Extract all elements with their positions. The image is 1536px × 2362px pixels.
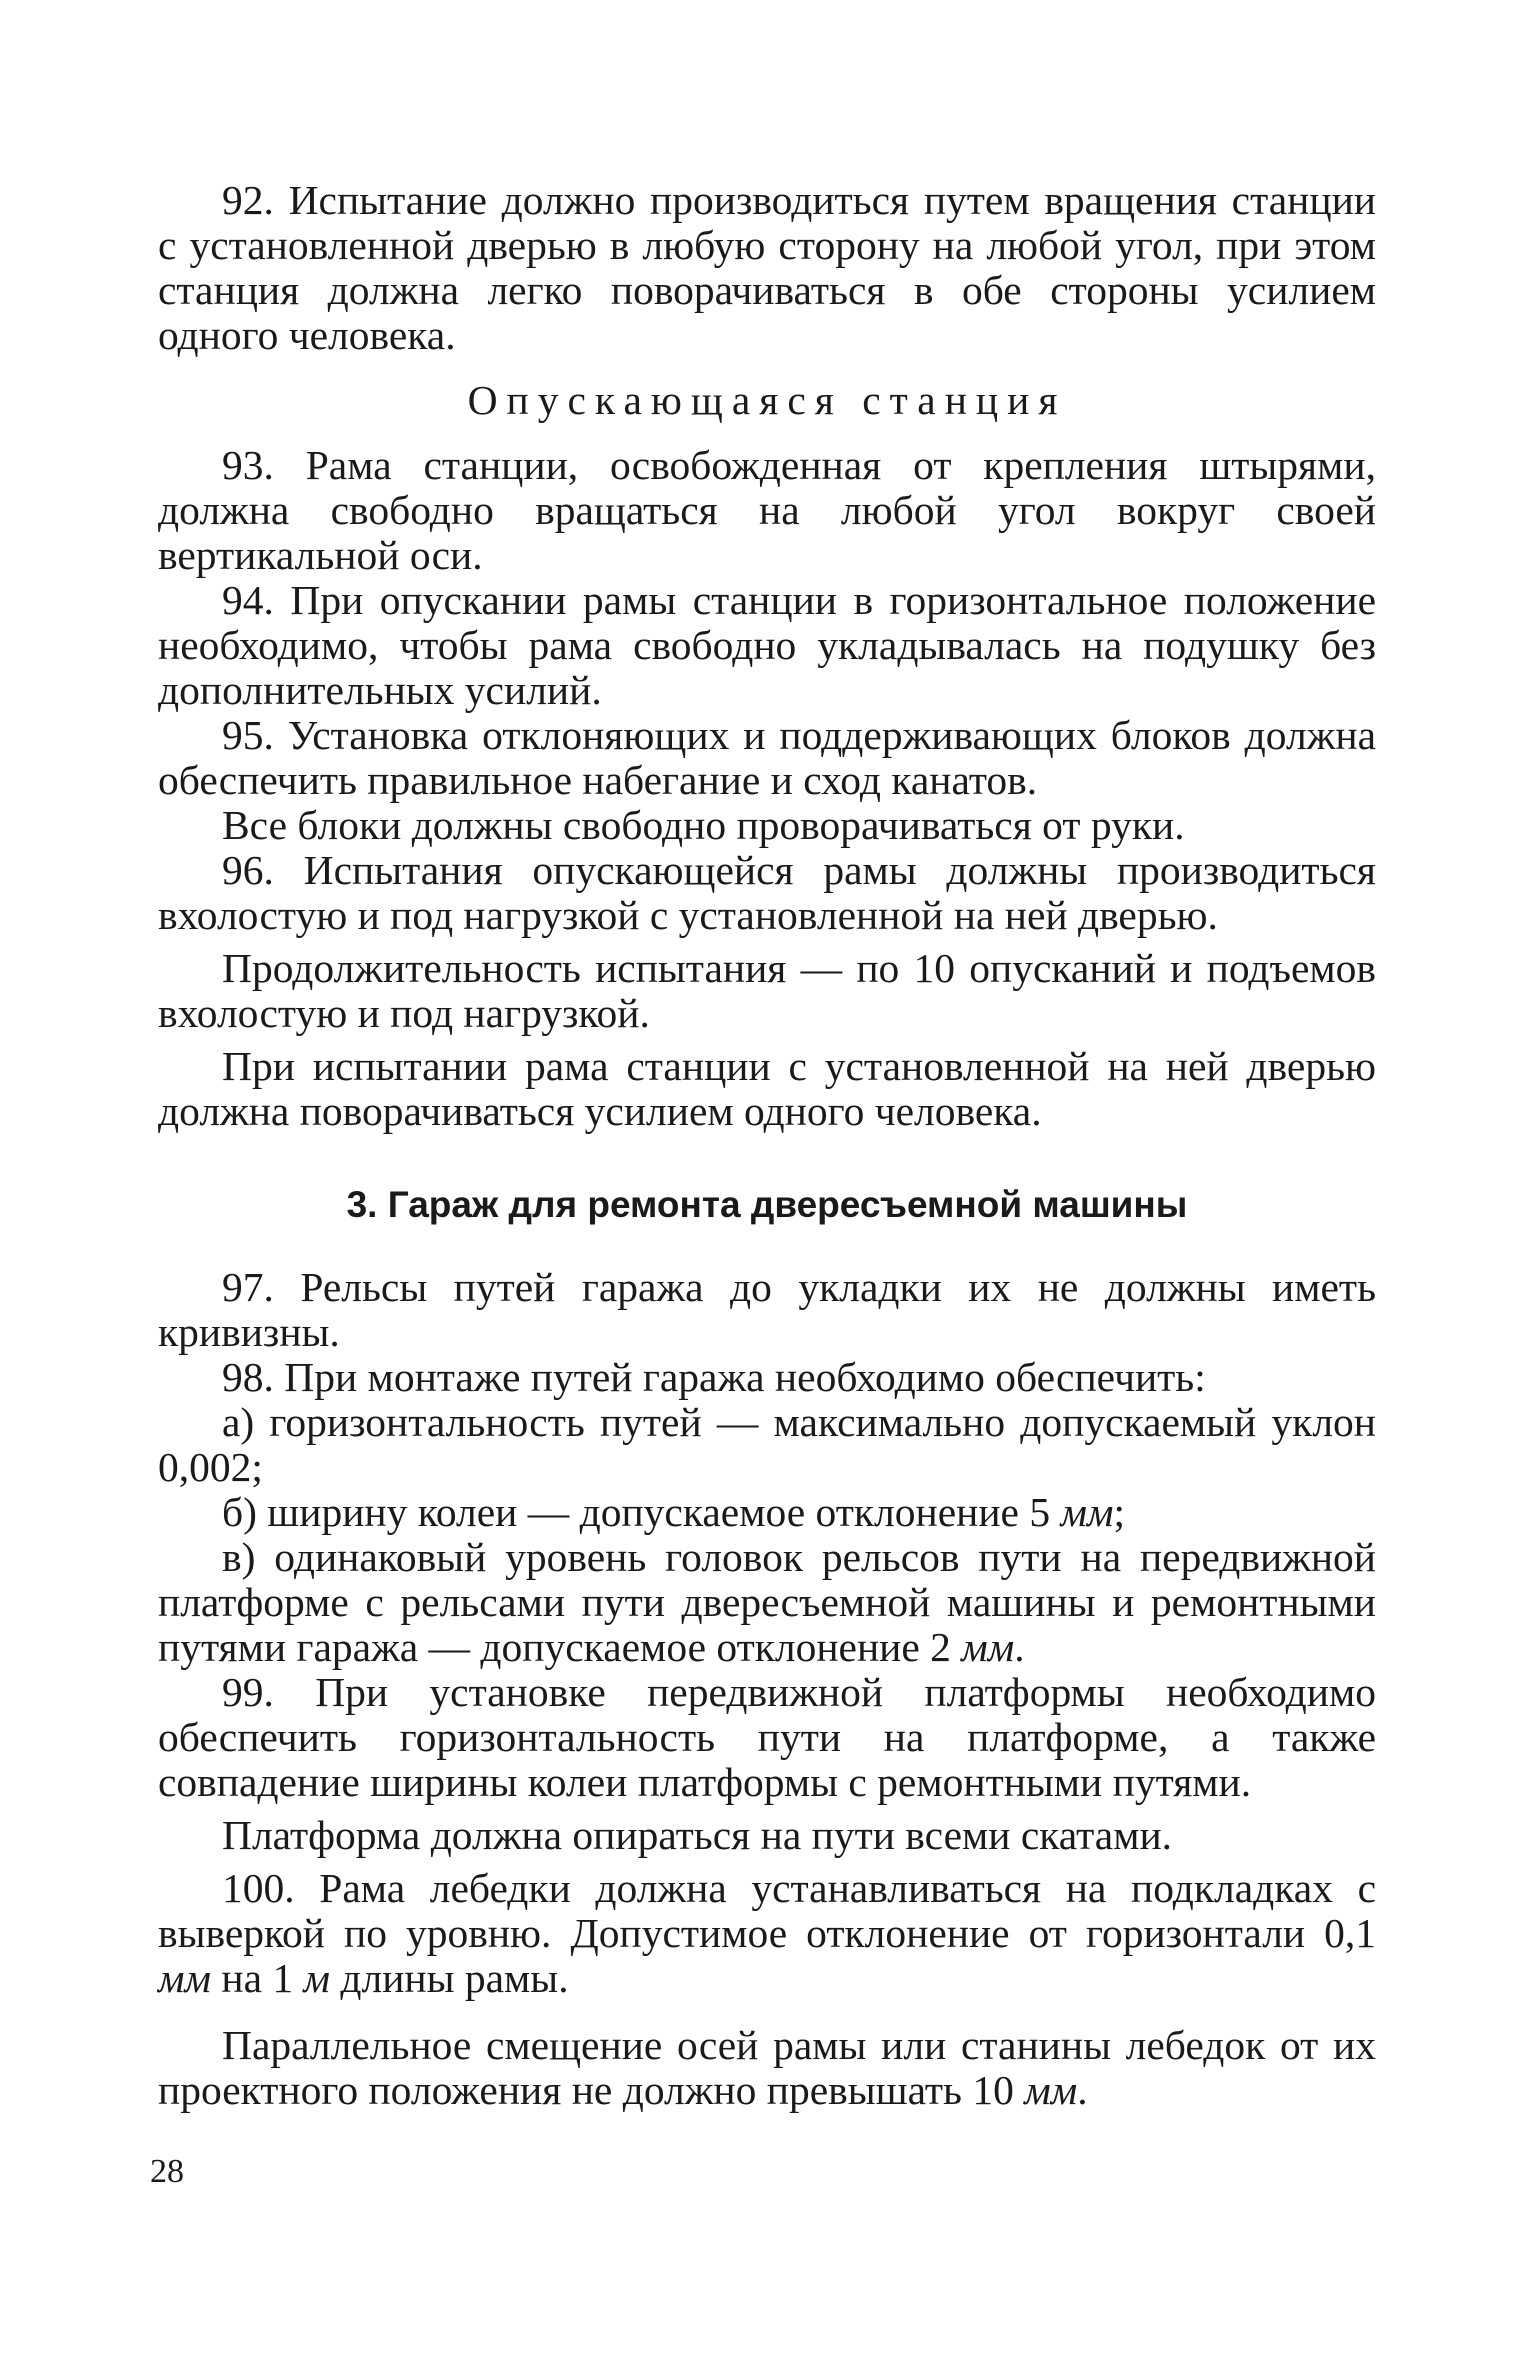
paragraph-98-v-text: в) одинаковый уровень головок рельсов пути на передвижной платформе с рельсами пути двересъемной машины и ремонтными путями гаража — допускаемое отклонение 2 bbox=[158, 1534, 1376, 1670]
paragraph-97: 97. Рельсы путей гаража до укладки их не должны иметь кривизны. bbox=[158, 1264, 1376, 1355]
paragraph-92: 92. Испытание должно производиться путем вращения станции с установленной дверью в любую сторону на любой угол, при этом станция должна легко поворачиваться в обе стороны усилием одного человека. bbox=[158, 177, 1376, 358]
paragraph-98-v-end: . bbox=[1014, 1624, 1025, 1670]
unit-mm: мм bbox=[1024, 2067, 1078, 2113]
page-number: 28 bbox=[150, 2153, 184, 2190]
paragraph-93: 93. Рама станции, освобожденная от крепления штырями, должна свободно вращаться на любой угол вокруг своей вертикальной оси. bbox=[158, 442, 1376, 578]
paragraph-96: 96. Испытания опускающейся рамы должны производиться вхолостую и под нагрузкой с установленной на ней дверью. bbox=[158, 847, 1376, 938]
subheading-lowering-station: Опускающаяся станция bbox=[467, 377, 1067, 423]
paragraph-98-a: а) горизонтальность путей — максимально допускаемый уклон 0,002; bbox=[158, 1399, 1376, 1490]
page-content bbox=[158, 178, 1376, 2113]
paragraph-99: 99. При установке передвижной платформы необходимо обеспечить горизонтальность пути на платформе, а также совпадение ширины колеи платформы с ремонтными путями. bbox=[158, 1669, 1376, 1805]
unit-mm: мм bbox=[1060, 1489, 1114, 1535]
paragraph-95: 95. Установка отклоняющих и поддерживающих блоков должна обеспечить правильное набегание и сход канатов. bbox=[158, 712, 1376, 803]
paragraph-98-b-end: ; bbox=[1113, 1489, 1125, 1535]
paragraph-100-text-1: 100. Рама лебедки должна устанавливаться на подкладках с выверкой по уровню. Допустимое отклонение от горизонтали 0,1 bbox=[158, 1865, 1376, 1956]
paragraph-95-continued: Все блоки должны свободно проворачиваться от руки. bbox=[222, 802, 1185, 848]
unit-mm: мм bbox=[158, 1955, 211, 2001]
unit-m: м bbox=[303, 1955, 330, 2001]
paragraph-96-duration: Продолжительность испытания — по 10 опусканий и подъемов вхолостую и под нагрузкой. bbox=[158, 945, 1376, 1036]
paragraph-98-v bbox=[158, 1535, 1376, 1670]
paragraph-98: 98. При монтаже путей гаража необходимо обеспечить: bbox=[222, 1354, 1206, 1400]
paragraph-100 bbox=[158, 1866, 1376, 2001]
section-heading-garage: 3. Гараж для ремонта двересъемной машины bbox=[346, 1184, 1188, 1225]
paragraph-100-text-3: длины рамы. bbox=[330, 1955, 569, 2001]
paragraph-100-text-2: на 1 bbox=[210, 1955, 304, 2001]
paragraph-96-test: При испытании рама станции с установленной на ней дверью должна поворачиваться усилием одного человека. bbox=[158, 1043, 1376, 1134]
paragraph-98-b bbox=[158, 1490, 1376, 1535]
paragraph-100-continued bbox=[158, 2023, 1376, 2113]
unit-mm: мм bbox=[961, 1624, 1015, 1670]
paragraph-94: 94. При опускании рамы станции в горизонтальное положение необходимо, чтобы рама свободно укладывалась на подушку без дополнительных усилий. bbox=[158, 577, 1376, 713]
paragraph-100-continued-end: . bbox=[1077, 2067, 1088, 2113]
paragraph-98-b-text: б) ширину колеи — допускаемое отклонение 5 bbox=[222, 1489, 1061, 1535]
paragraph-100-continued-text: Параллельное смещение осей рамы или станины лебедок от их проектного положения не должно превышать 10 bbox=[158, 2022, 1376, 2113]
paragraph-99-continued: Платформа должна опираться на пути всеми скатами. bbox=[222, 1812, 1173, 1858]
